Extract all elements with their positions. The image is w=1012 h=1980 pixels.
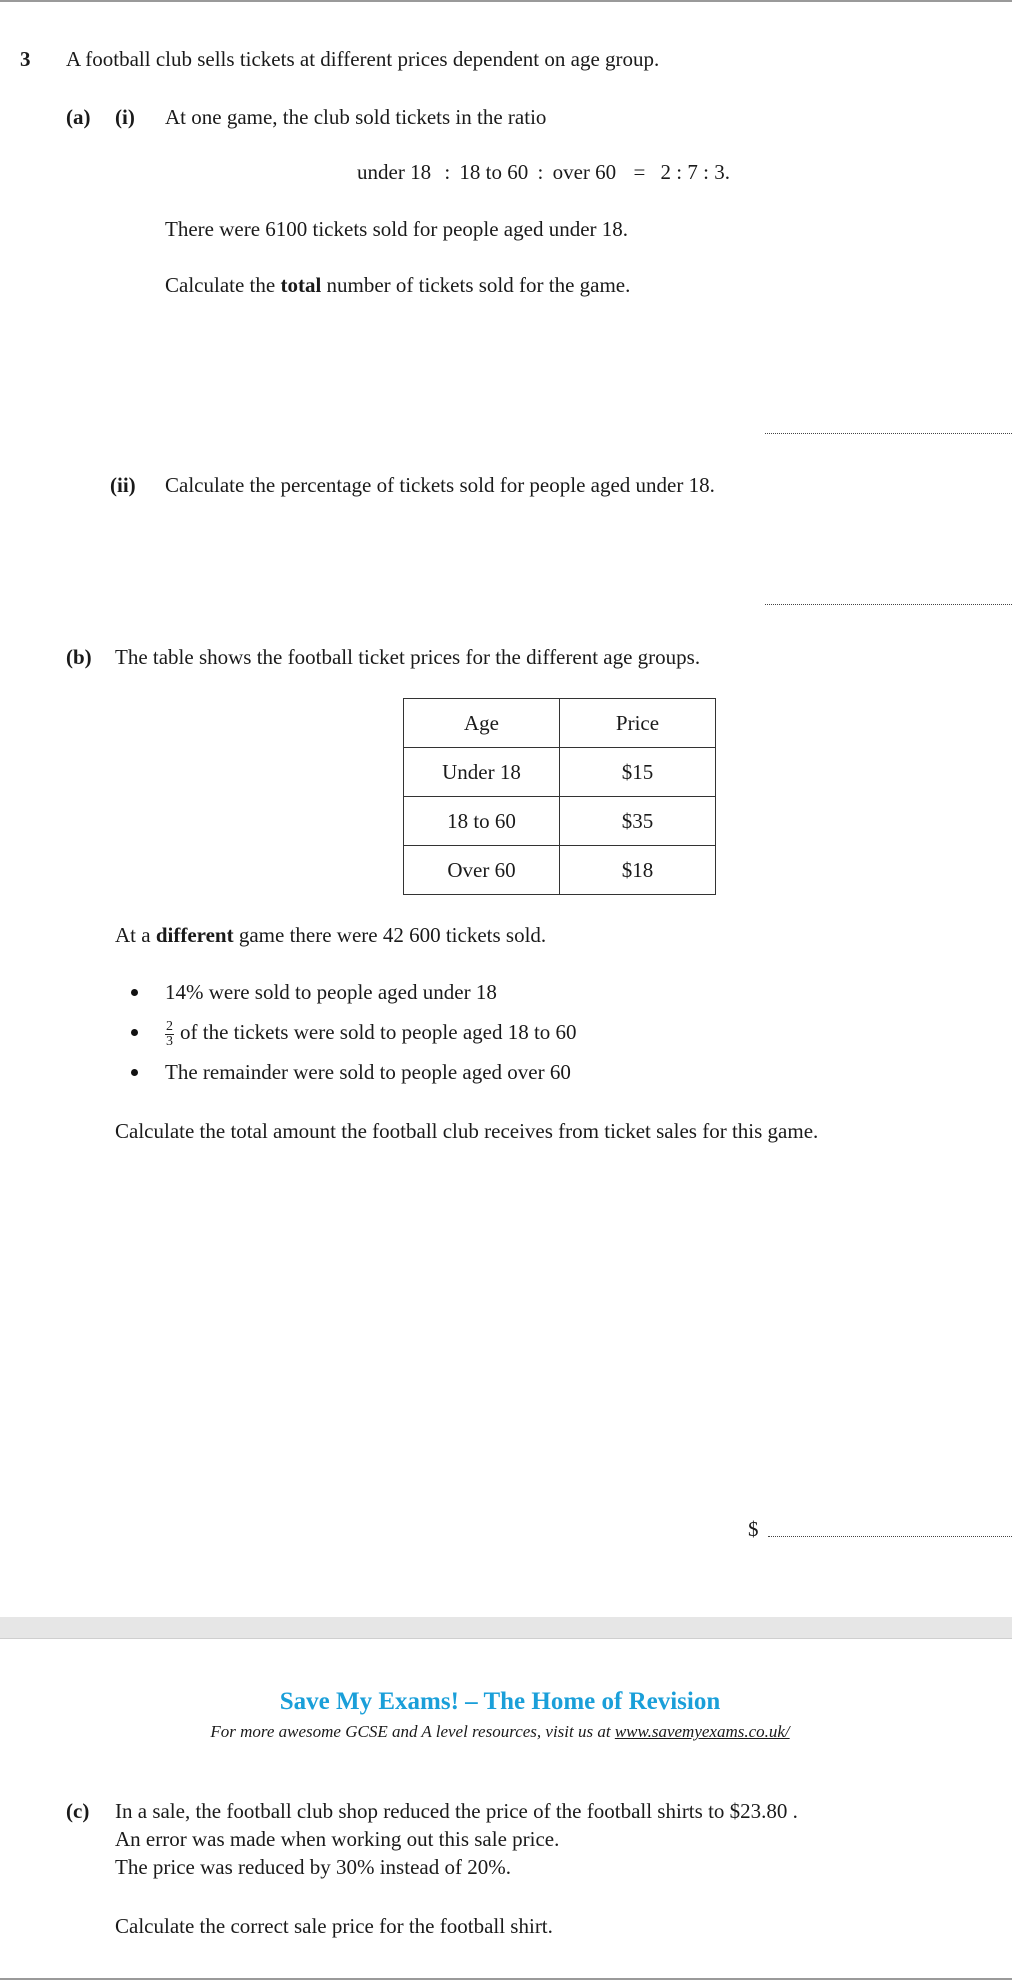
table-cell-price: $35 <box>560 797 716 846</box>
part-c-task: Calculate the correct sale price for the football shirt. <box>115 1914 553 1938</box>
table-header-age: Age <box>404 699 560 748</box>
ratio-part-18-to-60: 18 to 60 <box>459 160 529 184</box>
fraction-numerator: 2 <box>166 1018 173 1034</box>
part-a-label: (a) <box>66 105 91 129</box>
fraction-denominator: 3 <box>166 1033 173 1049</box>
bullet-text-2 <box>165 1019 577 1049</box>
fraction-two-thirds <box>165 1020 174 1049</box>
table-header-row <box>404 699 716 748</box>
answer-line-b[interactable] <box>768 1536 1012 1537</box>
question-intro: A football club sells tickets at different prices dependent on age group. <box>66 47 660 71</box>
ratio-sep-2: : <box>537 160 544 184</box>
part-b-task: Calculate the total amount the football club receives from ticket sales for this game. <box>115 1119 819 1143</box>
line3-post: number of tickets sold for the game. <box>321 273 631 297</box>
ratio-sep-1: : <box>444 160 451 184</box>
bullet-icon <box>131 1069 138 1076</box>
table-row <box>404 797 716 846</box>
part-c-line2: An error was made when working out this sale price. <box>115 1827 560 1851</box>
table-cell-price: $15 <box>560 748 716 797</box>
part-a-i-line3 <box>165 272 630 298</box>
ratio-part-under-18: under 18 <box>357 160 432 184</box>
table-cell-age: 18 to 60 <box>404 797 560 846</box>
table-cell-price: $18 <box>560 846 716 895</box>
part-a-ii-label: (ii) <box>110 473 136 497</box>
part-b-label: (b) <box>66 645 92 669</box>
ratio-expression <box>357 159 730 185</box>
ratio-equals: = <box>633 160 646 184</box>
different-post: game there were 42 600 tickets sold. <box>233 923 547 947</box>
part-a-ii-text: Calculate the percentage of tickets sold for people aged under 18. <box>165 473 715 497</box>
part-b-different-game <box>115 922 546 948</box>
banner-link[interactable]: www.savemyexams.co.uk/ <box>614 1722 790 1741</box>
banner-subtitle <box>0 1722 1000 1742</box>
question-number: 3 <box>20 47 31 71</box>
page-divider <box>0 1617 1012 1639</box>
ratio-value: 2 : 7 : 3. <box>660 160 730 184</box>
bullet-icon <box>131 989 138 996</box>
answer-prefix-dollar: $ <box>748 1517 759 1541</box>
part-a-i-label: (i) <box>115 105 135 129</box>
part-a-i-line1: At one game, the club sold tickets in the ratio <box>165 105 547 129</box>
part-a-i-line2: There were 6100 tickets sold for people aged under 18. <box>165 217 629 241</box>
banner-title: Save My Exams! – The Home of Revision <box>279 1688 721 1715</box>
bullet-text-3: The remainder were sold to people aged over 60 <box>165 1060 571 1084</box>
ratio-part-over-60: over 60 <box>552 160 617 184</box>
top-rule <box>0 0 1012 2</box>
table-cell-age: Under 18 <box>404 748 560 797</box>
table-header-price: Price <box>560 699 716 748</box>
answer-line-a-i[interactable] <box>765 433 1012 434</box>
bullet-2-text: of the tickets were sold to people aged 18 to 60 <box>180 1020 577 1044</box>
different-bold: different <box>155 923 234 947</box>
bullet-text-1: 14% were sold to people aged under 18 <box>165 980 497 1004</box>
answer-line-a-ii[interactable] <box>765 604 1012 605</box>
table-row <box>404 846 716 895</box>
table-cell-age: Over 60 <box>404 846 560 895</box>
different-pre: At a <box>115 923 156 947</box>
part-c-label: (c) <box>66 1799 90 1823</box>
banner-subtitle-text: For more awesome GCSE and A level resources, visit us at <box>210 1722 615 1741</box>
table-row <box>404 748 716 797</box>
part-c-line3: The price was reduced by 30% instead of 20%. <box>115 1855 511 1879</box>
line3-bold: total <box>280 273 322 297</box>
price-table <box>403 698 716 895</box>
page-divider-line <box>0 1638 1012 1639</box>
bullet-icon <box>131 1029 138 1036</box>
part-b-intro: The table shows the football ticket prices for the different age groups. <box>115 645 701 669</box>
part-c-line1: In a sale, the football club shop reduced the price of the football shirts to $23.80 . <box>115 1799 798 1823</box>
line3-pre: Calculate the <box>165 273 281 297</box>
